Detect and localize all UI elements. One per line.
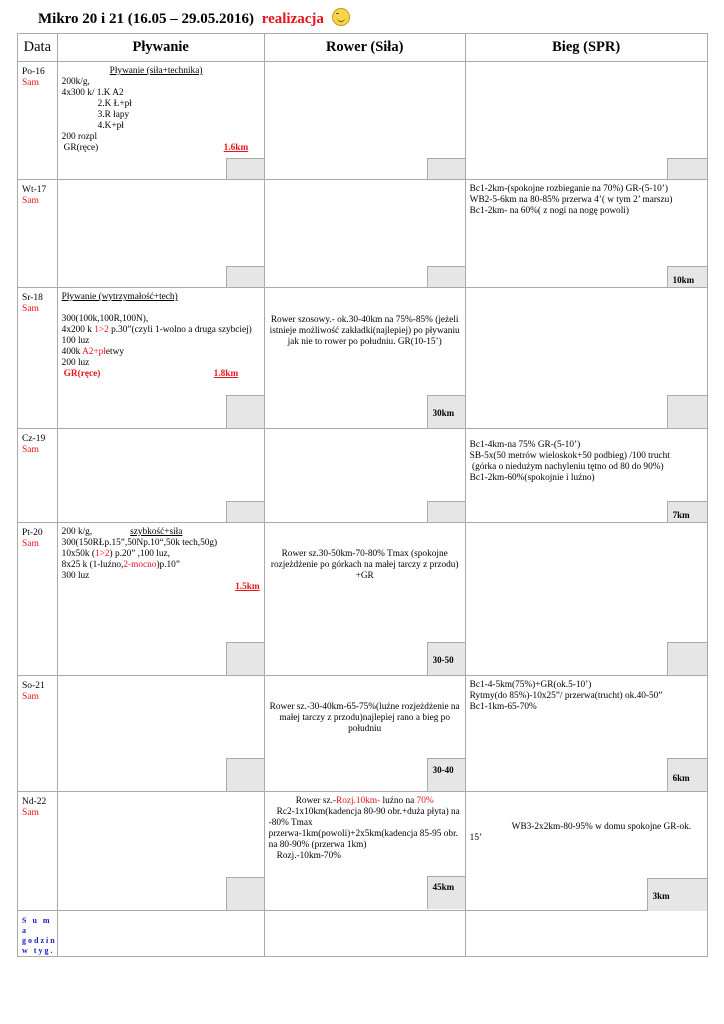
run-cell [465,676,707,792]
header-date: Data [18,34,58,62]
run-line: WB2-5-6km na 80-85% przerwa 4’( w tym 2’ marszu) [469,195,673,205]
swim-total-box [226,395,264,428]
bike-cell [264,180,465,288]
swim-total: 1.5km [235,582,260,592]
swim-total-box [226,758,264,791]
run-total-box [667,501,707,522]
run-total-box [667,158,707,179]
bike-cell [264,792,465,911]
swim-line: 4x300 k/ 1.K A2 [61,88,124,98]
swim-line: 200 k/g, szybkość+siła [61,527,183,537]
swim-line: 4x200 k 1>2 p.30”(czyli 1-wolno a druga szybciej) [61,325,252,335]
bike-text: Rower szosowy.- ok.30-40km na 75%-85% (jeżeli istnieje możliwość zakładki(najlepiej) po pływaniu jak nie to rower po południu. GR(10-15’) [269,315,460,347]
bike-cell [264,676,465,792]
table-row [18,180,708,288]
bike-text [265,792,465,862]
swim-cell [57,792,264,911]
swim-total: 1.6km [223,143,249,153]
swim-total-box [226,501,264,522]
header-row [18,34,708,62]
bike-cell [264,523,465,676]
day-label: Sr-18 [22,293,43,303]
title-realizacja: realizacja [261,11,324,27]
swim-gr: GR(ręce) [63,369,101,379]
bike-total: 30km [432,408,455,418]
run-cell [465,180,707,288]
swim-cell [57,288,264,429]
bike-total: 45km [432,882,455,892]
swim-cell [57,180,264,288]
day-label: Wt-17 [22,185,47,195]
header-swim: Pływanie [57,34,264,62]
day-cell [18,792,58,911]
day-label: Cz-19 [22,434,46,444]
swim-cell [57,523,264,676]
day-cell [18,429,58,523]
sam-label: Sam [22,196,39,206]
swim-line: 300(100k,100R,100N), [61,314,149,324]
day-cell [18,676,58,792]
swim-line: 4.K+pł [97,121,124,131]
swim-total-box [226,877,264,910]
run-text [466,429,707,484]
run-line: Bc1-2km-(spokojne rozbieganie na 70%) GR-(5-10’) [469,184,668,194]
training-plan-table [17,33,708,957]
run-line: Bc1-2km- na 60%( z nogi na nogę powoli) [469,206,629,216]
run-line: Bc1-2km-60%(spokojnie i luźno) [469,473,595,483]
run-text: WB3-2x2km-80-95% w domu spokojne GR-ok. 15’ [469,822,692,843]
run-line: Bc1-4km-na 75% GR-(5-10’) [469,440,581,450]
sam-label: Sam [22,808,39,818]
run-cell [465,429,707,523]
run-total: 6km [672,773,690,783]
sam-label: Sam [22,539,39,549]
bike-cell [264,288,465,429]
bike-cell [264,429,465,523]
day-cell [18,523,58,676]
run-total: 7km [672,510,690,520]
swim-line: 300 luz [61,571,90,581]
day-label: So-21 [22,681,45,691]
run-text [466,180,707,217]
summary-row [18,911,708,957]
run-text [466,676,707,713]
swim-line: 200 rozpl [61,132,98,142]
swim-line [62,143,260,154]
smiley-icon [332,8,350,26]
header-bike: Rower (Siła) [264,34,465,62]
swim-line: 10x50k (1>2) p.20” ,100 luz, [61,549,170,559]
day-cell [18,288,58,429]
run-total: 3km [652,891,670,901]
swim-heading: Pływanie (siła+technika) [109,66,203,76]
run-line: Bc1-1km-65-70% [469,702,537,712]
run-line: SB-5x(50 metrów wieloskok+50 podbieg) /100 trucht [469,451,670,461]
run-line: (górka o niedużym nachyleniu tętno od 80 do 90%) [469,462,664,472]
swim-line: 200 luz [61,358,90,368]
swim-line [62,369,260,380]
swim-gr: GR(ręce) [63,143,99,153]
swim-line [62,582,260,593]
sam-label: Sam [22,445,39,455]
swim-total-box [226,642,264,675]
swim-cell [57,429,264,523]
run-total-box [667,266,707,287]
swim-text [58,288,264,380]
bike-total: 30-50 [432,655,454,665]
table-row [18,62,708,180]
swim-line: 8x25 k (1-luźno,2-mocno)p.10” [61,560,180,570]
summary-label: S u m a godzin w tyg. [18,911,58,957]
bike-cell [264,62,465,180]
bike-line: przerwa-1km(powoli)+2x5km(kadencja 85-95 obr. na 80-90% (przerwa 1km) [268,829,458,850]
bike-total-box [427,642,465,675]
bike-line: -80% Tmax [268,818,313,828]
table-row [18,676,708,792]
table-row [18,792,708,911]
table-row [18,288,708,429]
bike-text: Rower sz.30-50km-70-80% Tmax (spokojne rozjeżdżenie po górkach na małej tarczy z przodu) +GR [270,549,459,581]
sam-label: Sam [22,78,39,88]
summary-swim [57,911,264,957]
summary-bike [264,911,465,957]
page-title [38,8,350,28]
bike-total: 30-40 [432,765,454,775]
run-total-box [667,642,707,675]
bike-total-box [427,501,465,522]
sam-label: Sam [22,692,39,702]
sam-label: Sam [22,304,39,314]
bike-total-box [427,395,465,428]
run-line: Rytmy(do 85%)-10x25”/ przerwa(trucht) ok.40-50” [469,691,663,701]
run-total: 10km [672,275,695,285]
swim-text [58,62,264,154]
swim-line: 200k/g, [61,77,90,87]
bike-total-box [427,876,465,909]
run-cell [465,288,707,429]
bike-line: Rc2-1x10km(kadencja 80-90 obr.+duża płyta) na [276,807,460,817]
swim-total-box [226,158,264,179]
swim-total: 1.8km [213,369,239,379]
bike-total-box [427,758,465,791]
summary-run [465,911,707,957]
run-total-box [667,395,707,428]
day-cell [18,62,58,180]
bike-line: Rozj.-10km-70% [276,851,341,861]
bike-total-box [427,158,465,179]
table-row [18,523,708,676]
swim-total-box [226,266,264,287]
run-cell [465,523,707,676]
run-line: Bc1-4-5km(75%)+GR(ok.5-10’) [469,680,592,690]
header-run: Bieg (SPR) [465,34,707,62]
swim-line: 300(150RŁp.15”,50Np.10“,50k tech,50g) [61,538,218,548]
run-cell [465,792,707,911]
swim-cell [57,676,264,792]
swim-line: 3.R łapy [97,110,130,120]
swim-text [58,523,264,593]
bike-text: Rower sz.-30-40km-65-75%(luźne rozjeżdżenie na małej tarczy z przodu)najlepiej rano a bieg po południu [269,702,460,734]
day-cell [18,180,58,288]
swim-heading: Pływanie (wytrzymałość+tech) [61,292,178,302]
day-label: Po-16 [22,67,45,77]
swim-line: 400k A2+płetwy [61,347,124,357]
bike-line: Rower sz.-Rozj.10km- luźno na 70% [295,796,434,806]
swim-line: 100 luz [61,336,90,346]
bike-total-box [427,266,465,287]
swim-cell [57,62,264,180]
table-row [18,429,708,523]
swim-line: 2.K Ł+pł [97,99,132,109]
day-label: Nd-22 [22,797,47,807]
title-main: Mikro 20 i 21 (16.05 – 29.05.2016) [38,11,254,27]
day-label: Pt-20 [22,528,43,538]
run-cell [465,62,707,180]
run-total-box [667,758,707,791]
run-total-box [647,878,707,911]
